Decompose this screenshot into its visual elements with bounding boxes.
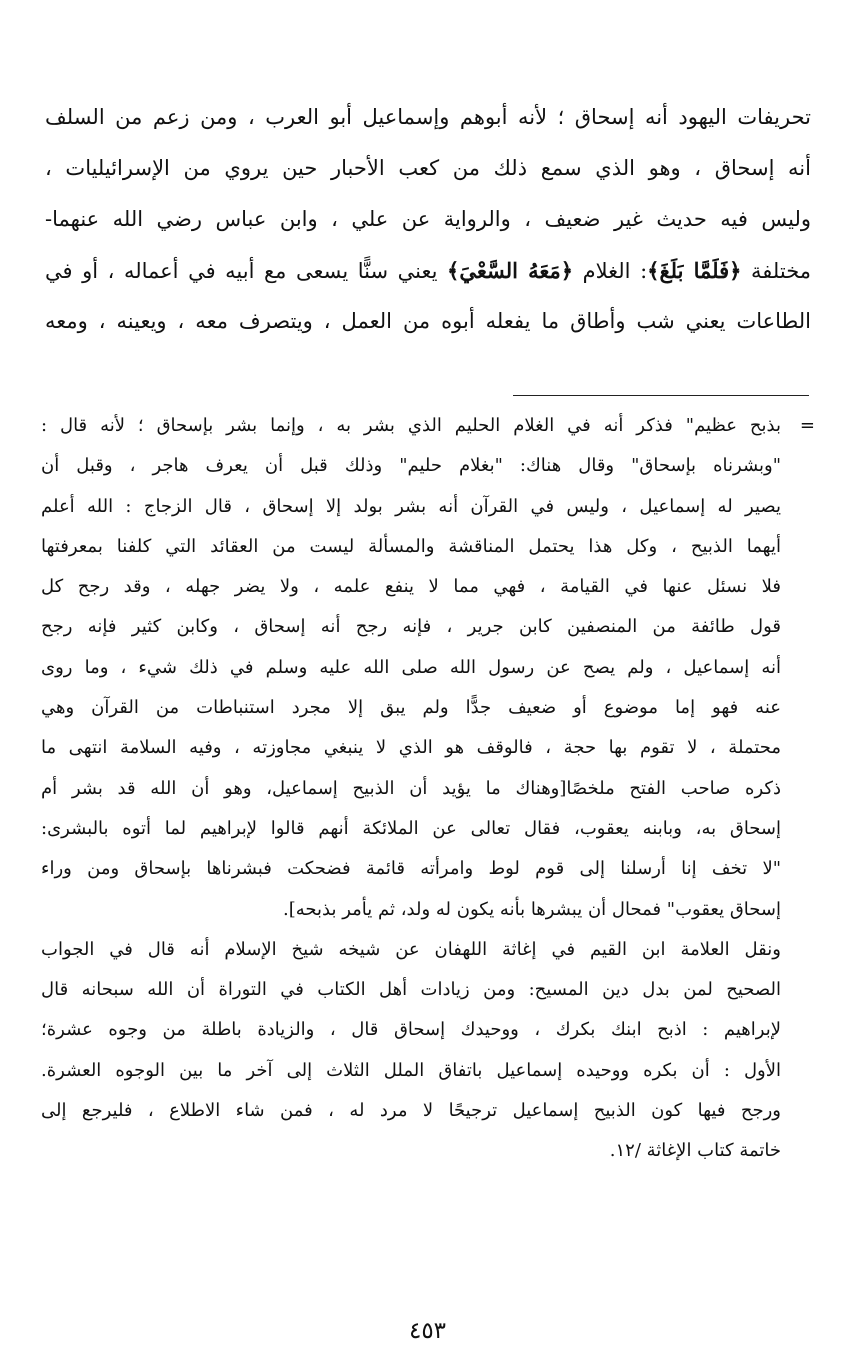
footnote-line: إسحاق يعقوب" فمحال أن يبشرها بأنه يكون له ولد، ثم يأمر بذبحه]. xyxy=(283,898,781,920)
quran-quote: ﴿مَعَهُ السَّعْيَ﴾ xyxy=(447,258,574,283)
footnote-line: يصير له إسماعيل ، وليس في القرآن أنه بشر بولد إلا إسحاق ، قال الزجاج : الله أعلم xyxy=(41,495,781,517)
footnotes-block xyxy=(41,406,781,1172)
text-segment: وليس فيه حديث غير ضعيف ، والرواية عن علي ، وابن عباس رضي الله عنهما- xyxy=(45,207,811,231)
footnote-line: لإبراهيم : اذبح ابنك بكرك ، ووحيدك إسحاق قال ، والزيادة باطلة من وجوه عشرة؛ xyxy=(41,1019,781,1041)
quran-quote: ﴿فَلَمَّا بَلَغَ﴾ xyxy=(647,258,742,283)
footnote-line: إسحاق به، وبابنه يعقوب، فقال تعالى عن الملائكة أنهم قالوا لإبراهيم لما أتوه بالبشرى: xyxy=(41,817,781,839)
footnote-line: عنه فهو إما موضوع أو ضعيف جدًّا ولم يبق إلا مجرد استنباطات من القرآن وهي xyxy=(41,697,781,719)
footnote-line: ونقل العلامة ابن القيم في إغاثة اللهفان عن شيخه شيخ الإسلام أنه قال في الجواب xyxy=(41,938,781,960)
main-text-line xyxy=(45,92,811,143)
main-text-line xyxy=(45,245,811,296)
footnote-divider xyxy=(513,395,809,396)
text-segment: تحريفات اليهود أنه إسحاق ؛ لأنه أبوهم وإسماعيل أبو العرب ، ومن زعم من السلف xyxy=(45,105,811,129)
text-segment: يعني سنًّا يسعى مع أبيه في أعماله ، أو في xyxy=(45,259,448,283)
footnote-line: قول طائفة من المنصفين كابن جرير ، فإنه رجح أنه إسحاق ، وكابن كثير فإنه رجح xyxy=(41,616,781,638)
page-number: ٤٥٣ xyxy=(408,1318,447,1344)
footnote-line: فلا نسئل عنها في القيامة ، فهي مما لا ينفع علمه ، ولا يضر جهله ، وقد رجح كل xyxy=(41,576,781,598)
footnote-line: محتملة ، لا تقوم بها حجة ، فالوقف هو الذي لا ينبغي مجاوزته ، وفيه السلامة انتهى ما xyxy=(41,737,781,759)
footnote-line: الأول : أن بكره ووحيده إسماعيل باتفاق الملل الثلاث إلى آخر ما بين الوجوه العشرة. xyxy=(41,1059,782,1081)
main-text-line xyxy=(45,194,811,245)
footnote-line: خاتمة كتاب الإغاثة /١٢. xyxy=(609,1140,781,1162)
footnote-line: أيهما الذبيح ، وكل هذا يحتمل المناقشة والمسألة ليست من العقائد التي كلفنا بمعرفتها xyxy=(41,535,781,557)
main-text-line xyxy=(45,143,811,194)
footnote-line: "لا تخف إنا أرسلنا إلى قوم لوط وامرأته قائمة فضحكت فبشرناها بإسحاق ومن وراء xyxy=(41,858,781,880)
text-segment: مختلفة xyxy=(741,259,811,283)
main-text-line xyxy=(45,296,811,347)
footnote-continuation-marker: = xyxy=(799,415,815,436)
text-segment: أنه إسحاق ، وهو الذي سمع ذلك من كعب الأحبار حين يروي من الإسرائيليات ، xyxy=(45,156,811,180)
text-segment: الطاعات يعني شب وأطاق ما يفعله أبوه من العمل ، ويتصرف معه ، ويعينه ، ومعه xyxy=(45,309,811,333)
footnote-line: بذبح عظيم" فذكر أنه في الغلام الحليم الذي بشر به ، وإنما بشر بإسحاق ؛ لأنه قال : xyxy=(41,415,781,436)
footnote-line: ذكره صاحب الفتح ملخصًا[وهناك ما يؤيد أن الذبيح إسماعيل، وهو أن الله قد بشر أم xyxy=(41,777,781,799)
footnote-line: ورجح فيها كون الذبيح إسماعيل ترجيحًا لا مرد له ، فمن شاء الاطلاع ، فليرجع إلى xyxy=(41,1100,781,1122)
footnote-line: الصحيح لمن بدل دين المسيح: ومن زيادات أهل الكتاب في التوراة أن الله سبحانه قال xyxy=(41,979,781,1001)
main-text-block xyxy=(45,92,811,347)
footnote-line: "وبشرناه بإسحاق" وقال هناك: "بغلام حليم" وذلك قبل أن يعرف هاجر ، وقبل أن xyxy=(41,455,781,477)
text-segment: : الغلام xyxy=(573,259,648,283)
footnote-line: أنه إسماعيل ، ولم يصح عن رسول الله صلى الله عليه وسلم في ذلك شيء ، وما روى xyxy=(41,656,781,678)
